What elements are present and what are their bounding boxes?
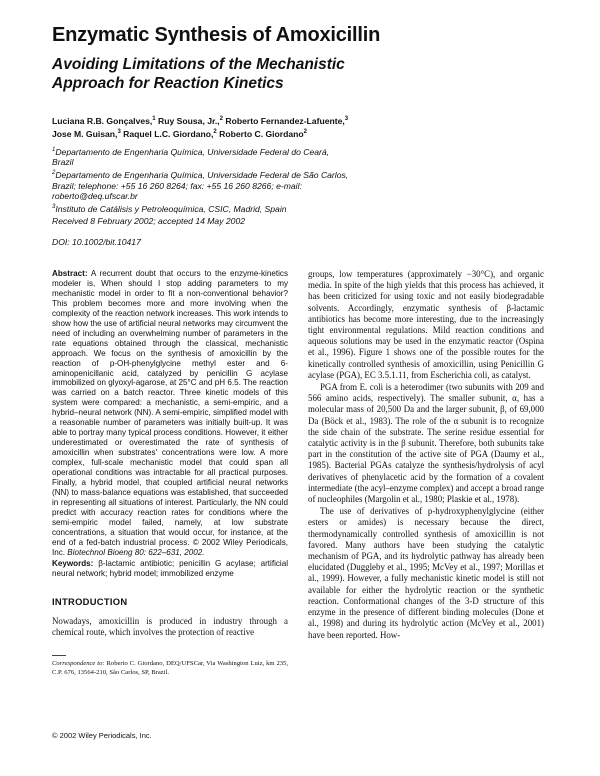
correspondence-text: Roberto C. Giordano, DEQ/UFSCar, Via Washington Luiz, km 235, C.P. 676, 13564-210, São Carlos, SP, Brazil. (52, 660, 288, 676)
author: Roberto Fernandez-Lafuente,$^3$ (225, 115, 349, 126)
abstract-label: Abstract: (52, 269, 88, 278)
author: Ruy Sousa, Jr.,$^2$ (158, 115, 223, 126)
introduction-paragraph: Nowadays, amoxicillin is produced in industry through a chemical route, which involves the protection of reactive (52, 615, 288, 637)
correspondence-note (52, 659, 288, 677)
author-list (52, 114, 412, 140)
correspondence-label: Correspondence to: (52, 660, 105, 667)
affiliation: $^1$Departamento de Engenharia Química, Universidade Federal do Ceará, Brazil (52, 146, 330, 168)
footnote-divider (52, 655, 66, 656)
body-paragraph: PGA from E. coli is a heterodimer (two subunits with 209 and 566 amino acids, respectively). The smaller subunit, α, has a molecular mass of 20,500 Da and the larger subunit, β, of 69,000 Da (Böck et al., 1983). The role of the α subunit is to recognize the side chain of the substrate. The serine residue essential for catalytic activity is in the β subunit. Therefore, both subunits take part in the constitution of the active site of PGA (Daumy et al., 1985). Bacterial PGAs catalyze the synthesis/hydrolysis of acyl derivatives of phenylacetic acid by the formation of a covalent intermediate (the acyl–enzyme complex) and accept a broad range of nucleophiles (Margolin et al., 1980; Plaskie et al., 1978). (308, 382, 544, 505)
author: Raquel L.C. Giordano,$^2$ (123, 128, 217, 139)
body-paragraph: The use of derivatives of p-hydroxyphenylglycine (either esters or amides) is necessary because the direct, thermodynamically controlled synthesis of amoxicillin is not favored. Many authors have been studying the catalytic mechanism of PGA, and its hydrolytic pathway has already been elucidated (Duggleby et al., 1995; McVey et al., 1997; Morillas et al., 1999). However, a fully mechanistic kinetic model is still not available for either the hydrolytic reaction or the synthetic reaction. Conformational changes of the 3-D structure of this enzyme in the presence of different binding molecules (Done et al., 1998) and during its hydrolytic action (McVey et al., 2001) have been reported. How- (308, 506, 544, 640)
keywords (52, 559, 288, 579)
affiliation: $^2$Departamento de Engenharia Química, Universidade Federal de São Carlos, Brazil; telephone: +55 16 260 8264; fax: +55 16 260 8266; e-mail: roberto@deq.ufscar.br (52, 169, 349, 202)
paper-subtitle: Avoiding Limitations of the Mechanistic Approach for Reaction Kinetics (52, 56, 345, 92)
affiliations (52, 145, 352, 214)
left-column (52, 269, 288, 638)
keywords-text: β-lactamic antibiotic; penicillin G acylase; artificial neural network; hybrid model; immobilized enzyme (52, 558, 289, 578)
author: Roberto C. Giordano$^2$ (219, 128, 308, 139)
author: Jose M. Guisan,$^3$ (52, 128, 121, 139)
keywords-label: Keywords: (52, 558, 94, 568)
received-accepted-dates: Received 8 February 2002; accepted 14 May 2002 (52, 216, 246, 226)
abstract (52, 269, 288, 558)
abstract-text: A recurrent doubt that occurs to the enzyme-kinetics modeler is, When should I stop adding parameters to my mechanistic model in order to fit a non-conventional behavior? This problem becomes more and more involving when the complexity of the reaction network increases. This work intends to show how the use of artificial neural networks may circumvent the need of including an overwhelming number of parameters in the rate equations obtained through the classical, mechanistic approach. We focus on the synthesis of amoxicillin by the reaction of p-OH-phenylglycine methyl ester and 6-aminopenicillanic acid, catalyzed by penicillin G acylase immobilized on glyoxyl-agarose, at 25°C and pH 6.5. The reaction was carried on a batch reactor. Three kinetic models of this system were compared: a mechanistic, a semi-empiric, and a hybrid–neural network (NN). A semi-empiric, simplified model with a reasonable number of parameters was initially built-up. It was able to portray many typical process conditions. However, it either underestimated or overestimated the rate of synthesis of amoxicillin when substrates' concentrations were low. A more complex, full-scale mechanistic model that could span all operational conditions was intractable for all practical purposes. Finally, a hybrid model, that coupled artificial neural networks (NN) to mass-balance equations was established, that succeeded in representing all situations of interest. Particularly, the NN could predict with accuracy reaction rates for conditions where the semi-empiric model failed, namely, at low substrate concentrations, a situation that would occur, for instance, at the end of a fed-batch industrial process. © 2002 Wiley Periodicals, Inc. (52, 269, 288, 557)
paper-title: Enzymatic Synthesis of Amoxicillin (52, 24, 381, 46)
right-column (308, 269, 544, 641)
affiliation: $^3$Instituto de Catálisis y Petroleoquímica, CSIC, Madrid, Spain (52, 203, 287, 214)
copyright-footer: © 2002 Wiley Periodicals, Inc. (52, 731, 152, 740)
doi: DOI: 10.1002/bit.10417 (52, 237, 141, 247)
abstract-citation: Biotechnol Bioeng 80: 622–631, 2002. (67, 547, 205, 557)
author: Luciana R.B. Gonçalves,$^1$ (52, 115, 156, 126)
section-heading-introduction: INTRODUCTION (52, 595, 128, 607)
body-paragraph: groups, low temperatures (approximately −30°C), and organic media. In spite of the high yields that this process has achieved, it has been criticized for using toxic and not easily biodegradable solvents. Accordingly, enzymatic synthesis of β-lactamic antibiotics has become more interesting, due to the increasingly tight environmental regulations. Mild reaction conditions and aqueous solutions may be used in the enzymatic reactor (Ospina et al., 1996). Figure 1 shows one of the possible routes for the kinetically controlled synthesis of amoxicillin, using Penicillin G acylase (PGA), EC 3.5.1.11, from Escherichia coli, as catalyst. (308, 269, 544, 380)
